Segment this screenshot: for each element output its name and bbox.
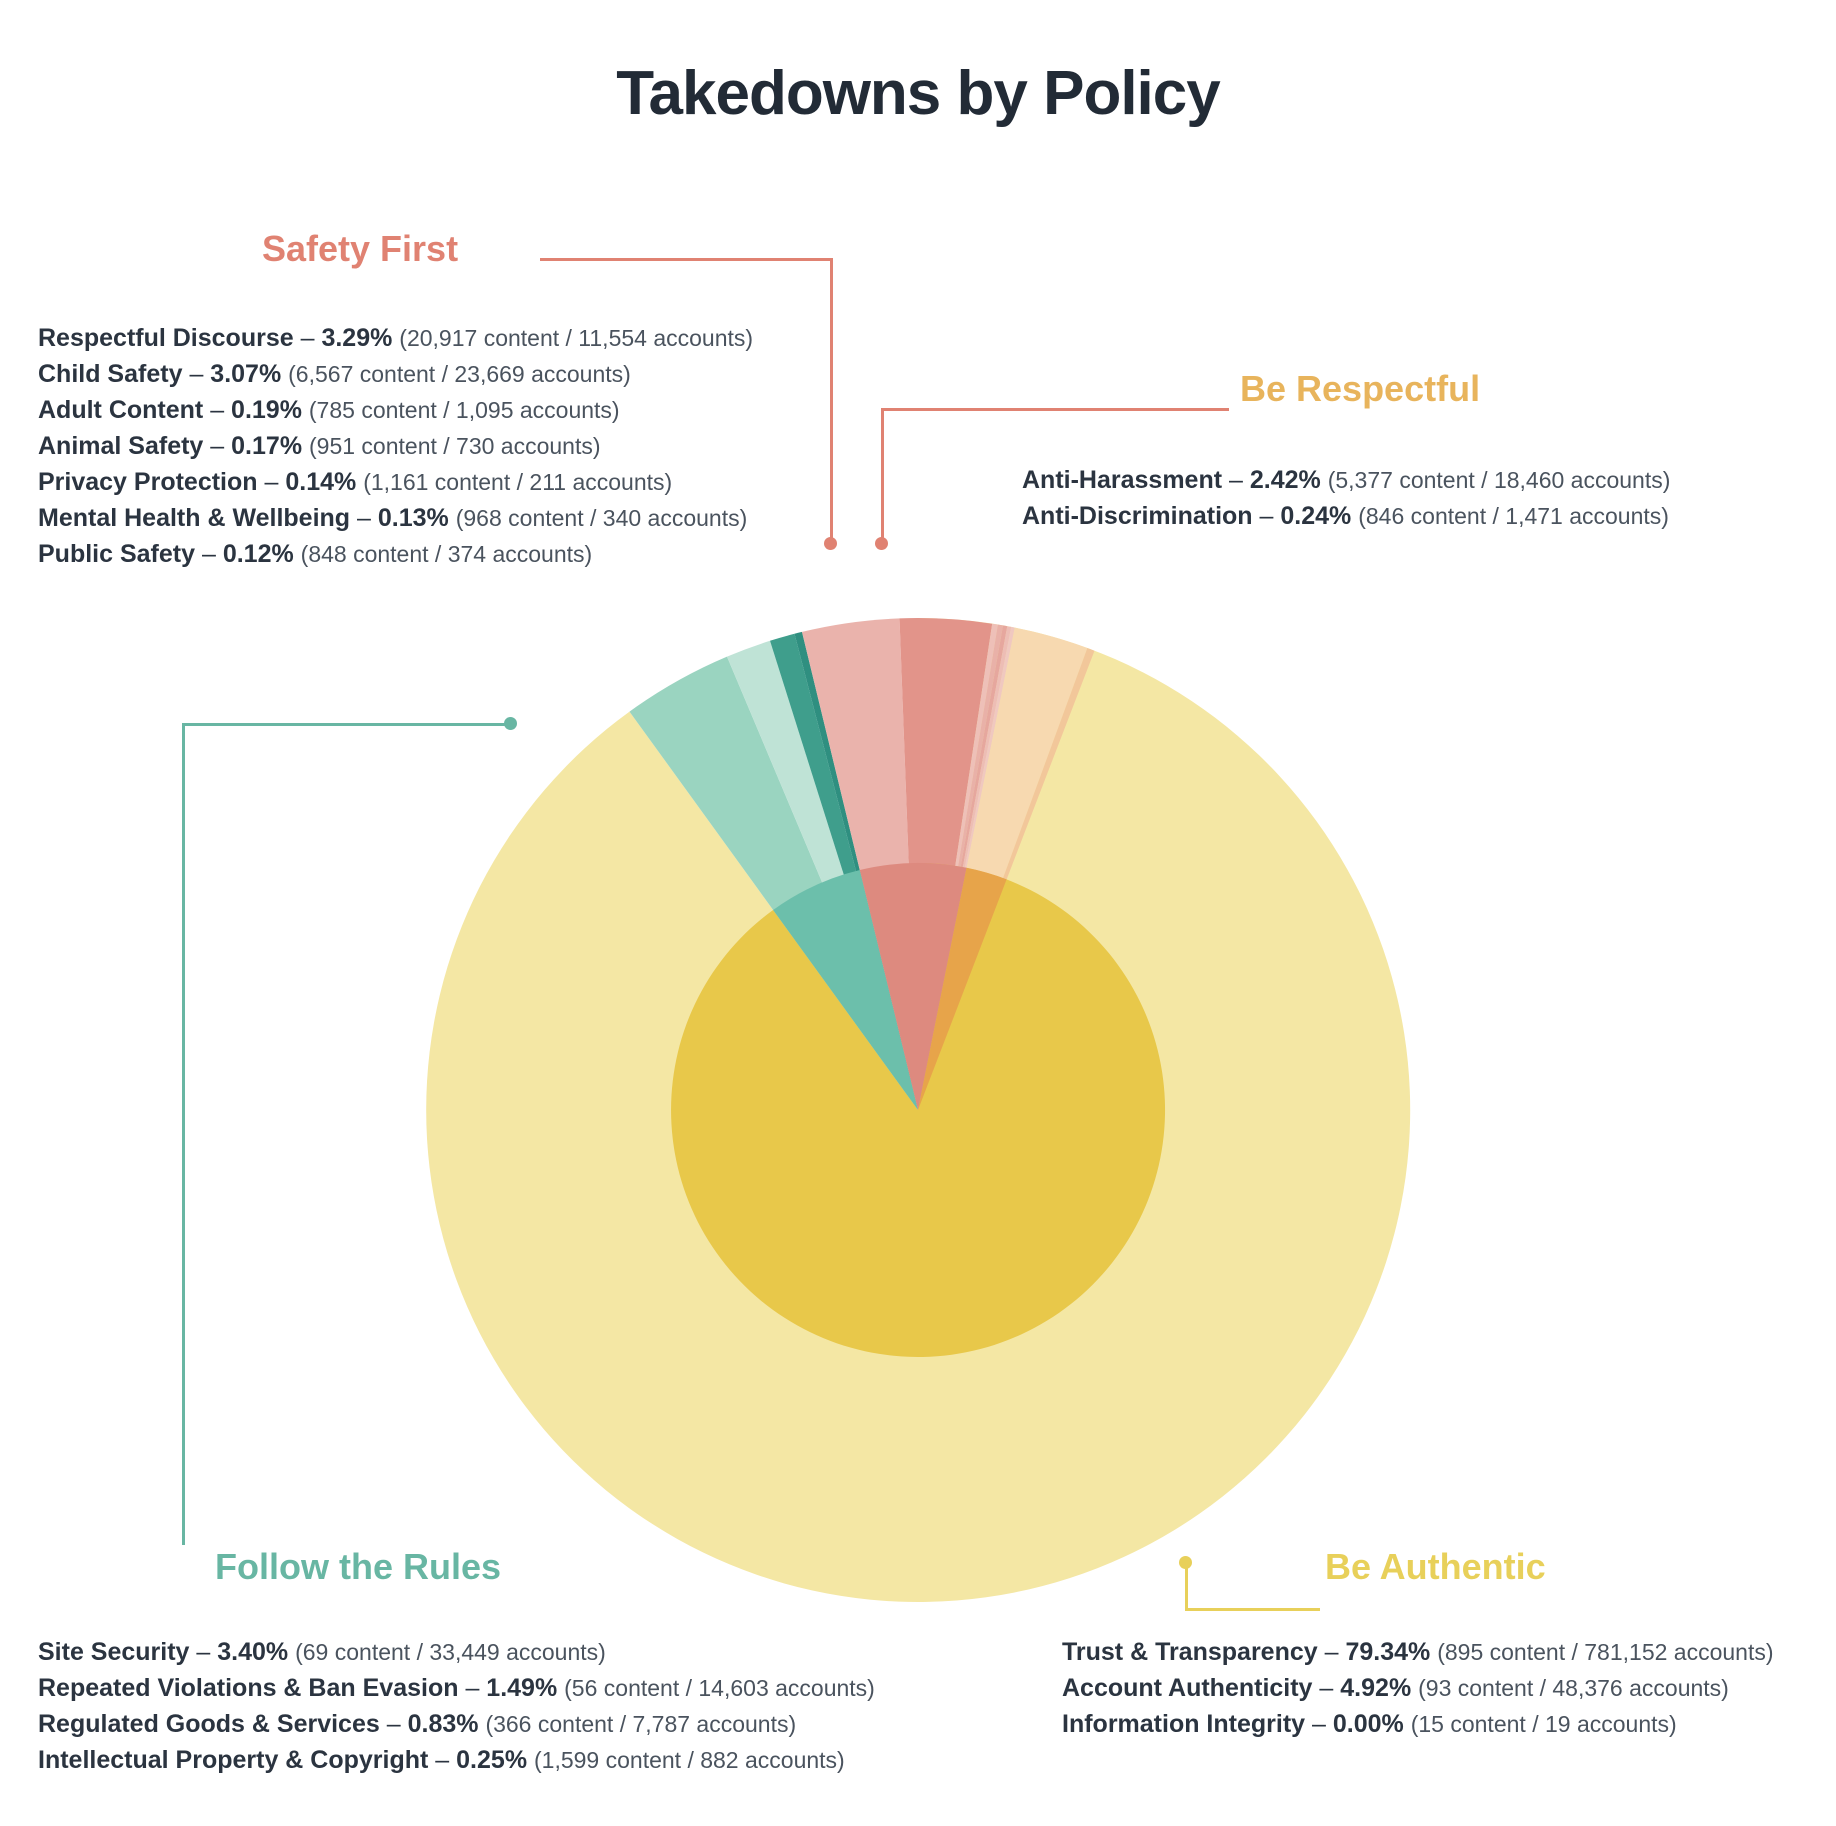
policy-name: Account Authenticity: [1062, 1674, 1313, 1702]
policy-name: Public Safety: [38, 540, 195, 568]
policy-counts: (5,377 content / 18,460 accounts): [1327, 467, 1671, 493]
policy-item: [1062, 1670, 1774, 1706]
policy-percent: 0.19%: [231, 396, 302, 424]
policy-percent: 1.49%: [486, 1674, 558, 1702]
policy-name: Animal Safety: [38, 432, 204, 460]
policy-list-safety-first: [38, 320, 753, 572]
policy-percent: 0.17%: [231, 432, 303, 460]
pie-chart: [368, 560, 1468, 1660]
policy-dash: –: [435, 1746, 450, 1774]
policy-name: Repeated Violations & Ban Evasion: [38, 1674, 459, 1702]
leader-dot-be-authentic: [1179, 1556, 1192, 1569]
policy-counts: (846 content / 1,471 accounts): [1358, 503, 1669, 529]
policy-item: [38, 356, 753, 392]
policy-counts: (366 content / 7,787 accounts): [485, 1711, 797, 1737]
policy-counts: (56 content / 14,603 accounts): [564, 1675, 875, 1701]
policy-counts: (6,567 content / 23,669 accounts): [288, 361, 631, 387]
policy-item: [1062, 1706, 1774, 1742]
policy-percent: 0.25%: [456, 1746, 528, 1774]
policy-item: [1022, 498, 1670, 534]
policy-name: Site Security: [38, 1638, 190, 1666]
policy-percent: 4.92%: [1340, 1674, 1412, 1702]
policy-name: Anti-Discrimination: [1022, 502, 1253, 530]
group-heading-follow-the-rules: Follow the Rules: [215, 1546, 502, 1587]
policy-percent: 0.00%: [1332, 1710, 1404, 1738]
policy-dash: –: [196, 1638, 211, 1666]
group-heading-safety-first: Safety First: [262, 228, 459, 269]
policy-item: [38, 464, 753, 500]
policy-name: Child Safety: [38, 360, 183, 388]
policy-item: [38, 500, 753, 536]
policy-counts: (951 content / 730 accounts): [309, 433, 601, 459]
policy-name: Mental Health & Wellbeing: [38, 504, 351, 532]
policy-percent: 3.29%: [321, 324, 393, 352]
policy-dash: –: [1259, 502, 1274, 530]
policy-item: [38, 1634, 875, 1670]
leader-dot-be-respectful: [875, 537, 888, 550]
policy-item: [38, 1706, 875, 1742]
policy-dash: –: [1319, 1674, 1334, 1702]
policy-dash: –: [465, 1674, 480, 1702]
policy-list-be-authentic: [1062, 1634, 1774, 1742]
policy-dash: –: [300, 324, 315, 352]
policy-item: [38, 428, 753, 464]
policy-item: [1022, 462, 1670, 498]
policy-dash: –: [1229, 466, 1243, 494]
policy-percent: 3.40%: [217, 1638, 289, 1666]
policy-counts: (93 content / 48,376 accounts): [1418, 1675, 1729, 1701]
policy-dash: –: [357, 504, 371, 532]
group-heading-be-respectful: Be Respectful: [1240, 368, 1481, 409]
policy-percent: 3.07%: [210, 360, 282, 388]
policy-name: Trust & Transparency: [1062, 1638, 1318, 1666]
policy-dash: –: [1312, 1710, 1326, 1738]
pie-svg: [368, 560, 1468, 1660]
policy-name: Adult Content: [38, 396, 204, 424]
policy-name: Intellectual Property & Copyright: [38, 1746, 429, 1774]
policy-item: [38, 1670, 875, 1706]
policy-percent: 0.83%: [407, 1710, 479, 1738]
policy-percent: 0.24%: [1280, 502, 1352, 530]
policy-counts: (1,599 content / 882 accounts): [534, 1747, 845, 1773]
policy-list-be-respectful: [1022, 462, 1670, 534]
policy-name: Information Integrity: [1062, 1710, 1306, 1738]
policy-dash: –: [1324, 1638, 1339, 1666]
policy-percent: 0.13%: [377, 504, 449, 532]
policy-dash: –: [264, 468, 279, 496]
policy-dash: –: [189, 360, 204, 388]
policy-list-follow-the-rules: [38, 1634, 875, 1778]
policy-percent: 0.14%: [285, 468, 357, 496]
policy-name: Regulated Goods & Services: [38, 1710, 380, 1738]
policy-name: Privacy Protection: [38, 468, 258, 496]
leader-dot-follow-the-rules: [504, 717, 517, 730]
policy-dash: –: [201, 540, 216, 568]
page-title: Takedowns by Policy: [616, 59, 1220, 128]
group-heading-be-authentic: Be Authentic: [1325, 1546, 1546, 1587]
policy-item: [38, 392, 753, 428]
policy-percent: 79.34%: [1345, 1638, 1431, 1666]
policy-dash: –: [210, 396, 225, 424]
policy-counts: (1,161 content / 211 accounts): [363, 469, 673, 495]
policy-counts: (968 content / 340 accounts): [455, 505, 748, 531]
policy-percent: 2.42%: [1249, 466, 1321, 494]
policy-item: [1062, 1634, 1774, 1670]
policy-counts: (15 content / 19 accounts): [1410, 1711, 1677, 1737]
policy-name: Anti-Harassment: [1022, 466, 1223, 494]
policy-counts: (69 content / 33,449 accounts): [295, 1639, 606, 1665]
policy-dash: –: [210, 432, 225, 460]
policy-item: [38, 536, 753, 572]
policy-counts: (895 content / 781,152 accounts): [1437, 1639, 1774, 1665]
policy-counts: (20,917 content / 11,554 accounts): [399, 325, 754, 351]
policy-percent: 0.12%: [222, 540, 294, 568]
policy-item: [38, 1742, 875, 1778]
policy-name: Respectful Discourse: [38, 324, 294, 352]
policy-item: [38, 320, 753, 356]
policy-dash: –: [386, 1710, 401, 1738]
leader-dot-safety-first: [824, 537, 837, 550]
policy-counts: (848 content / 374 accounts): [300, 541, 593, 567]
policy-counts: (785 content / 1,095 accounts): [308, 397, 620, 423]
